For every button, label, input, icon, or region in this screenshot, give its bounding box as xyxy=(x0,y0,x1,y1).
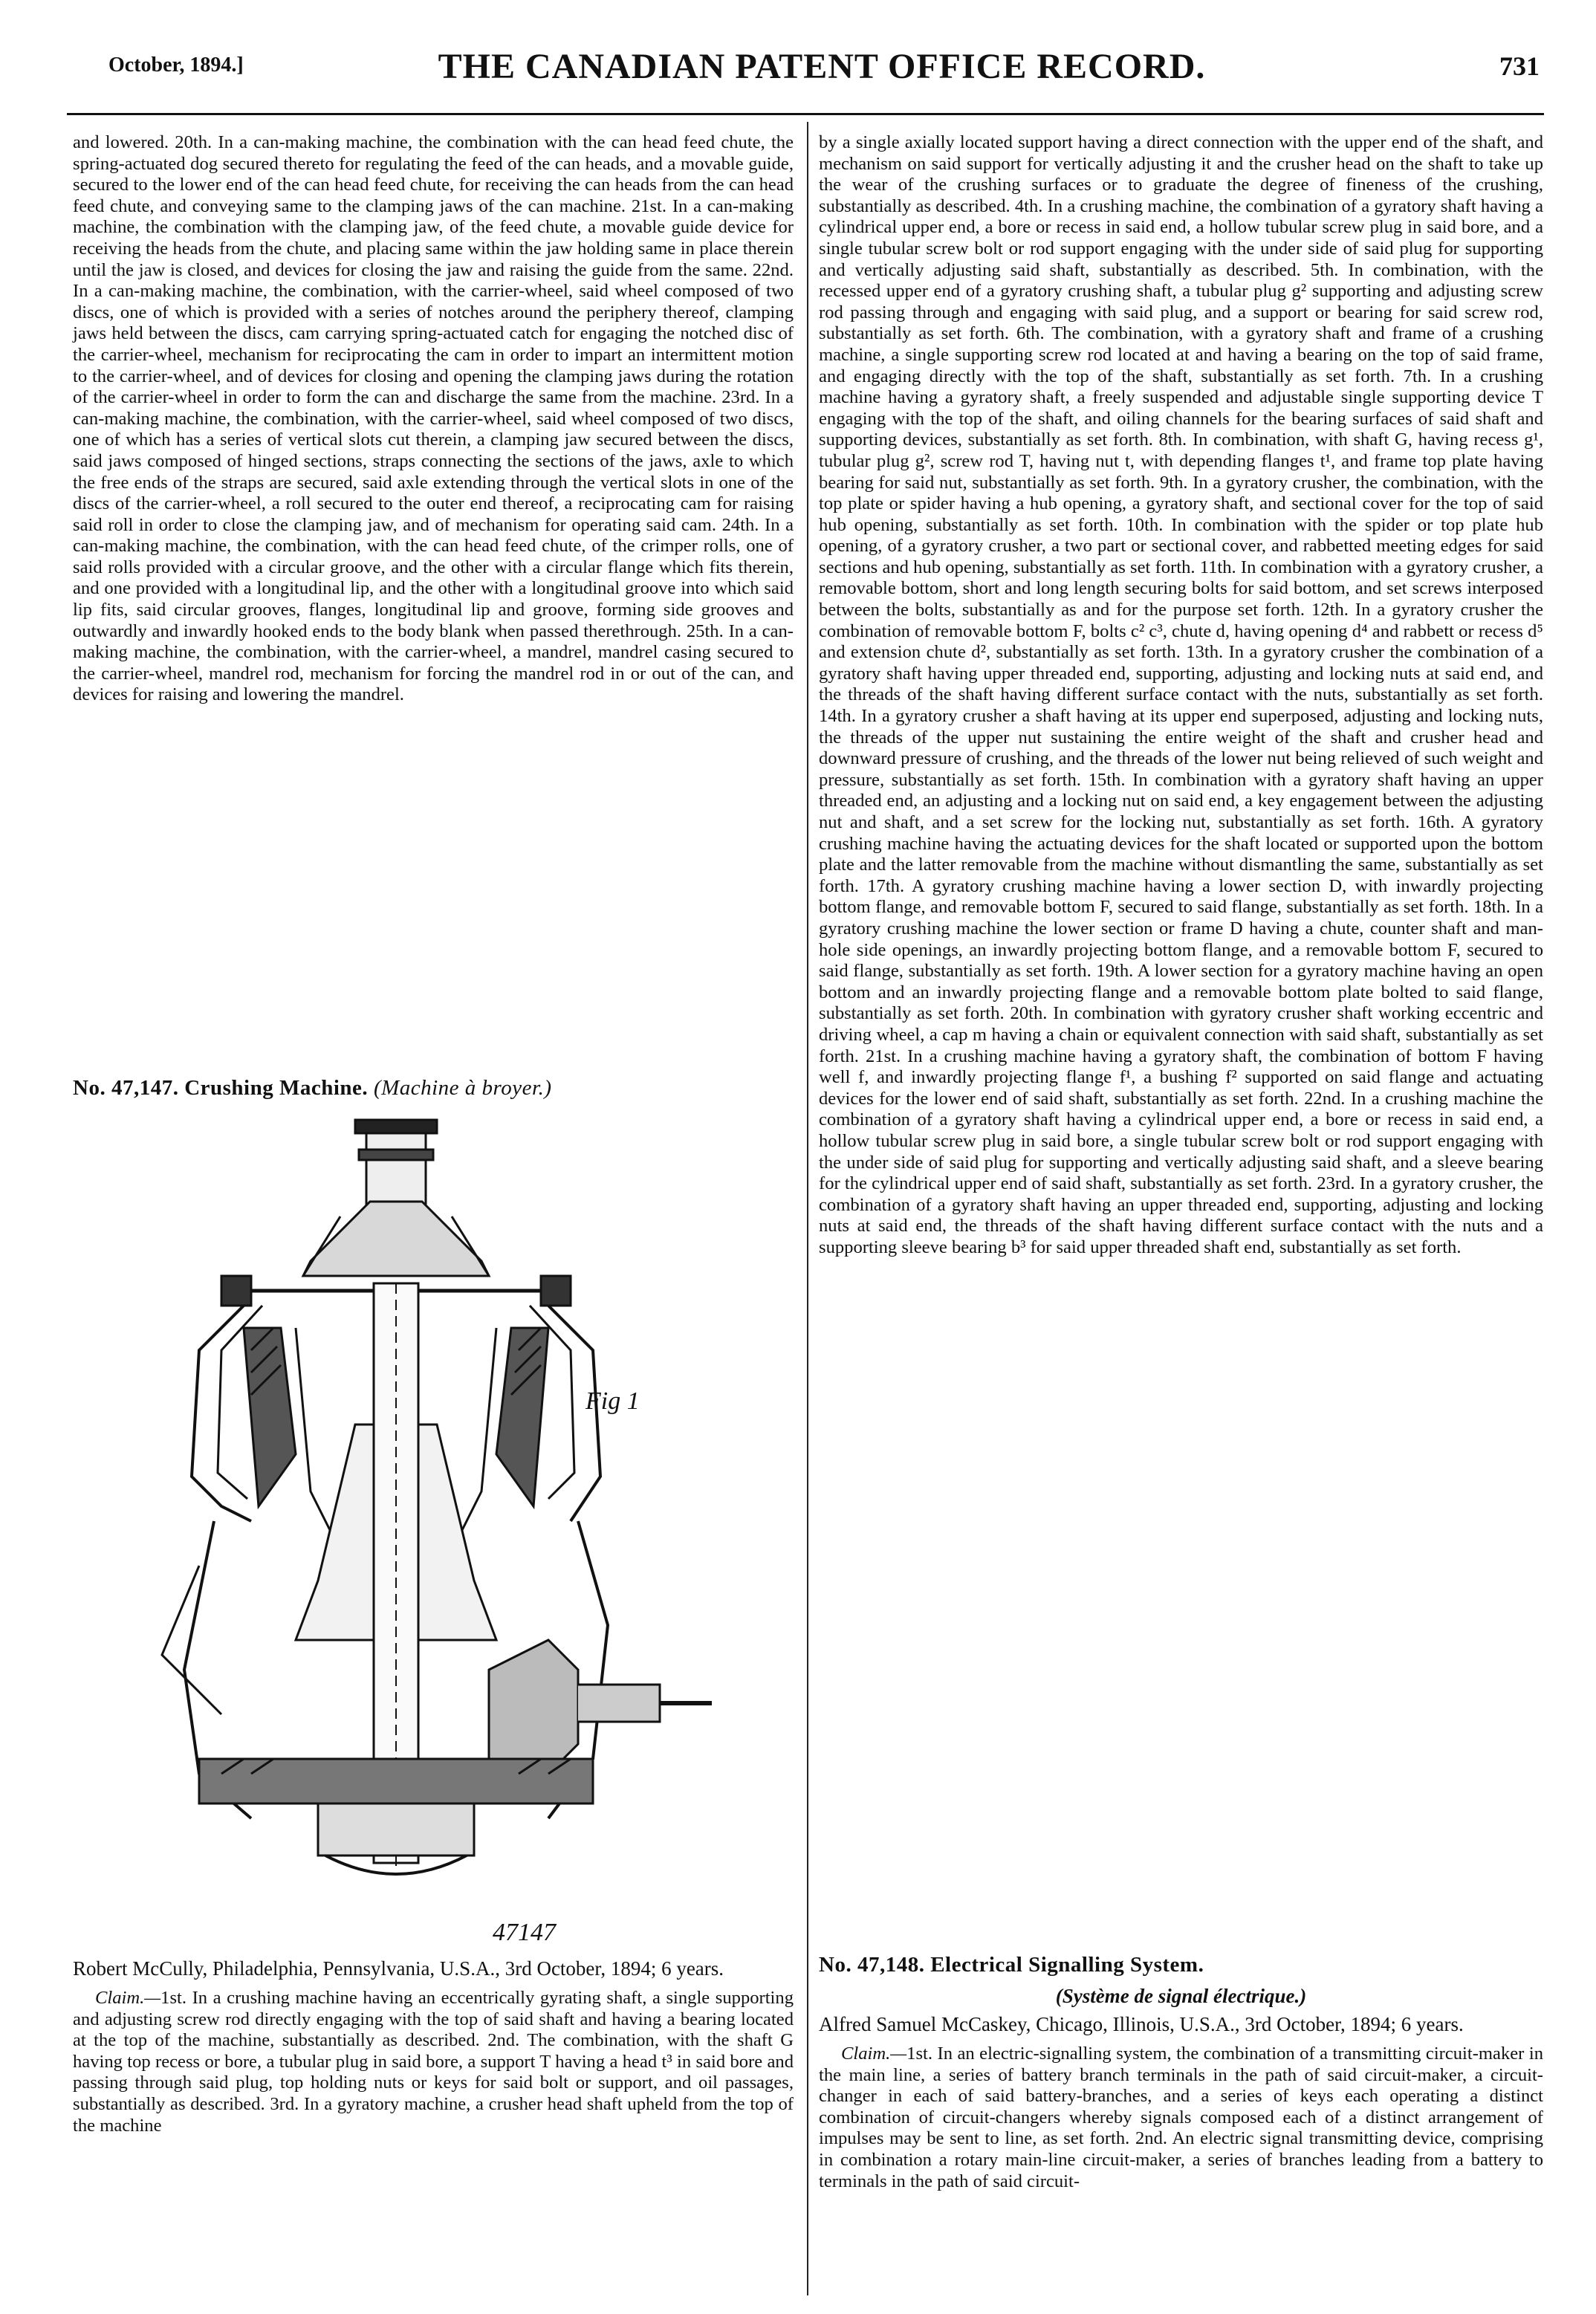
crushing-machine-drawing xyxy=(73,1105,794,1952)
claim-text: 1st. In a crushing machine having an eccentrically gyrating shaft, a single supporting and adjusting screw rod directly engaging with the top of said shaft and having a bearing located at the top of the machine, substantially as described. 2nd. The combination, with the shaft G having top recess or bore, a tubular plug in said bore, a support T having a head t³ in said bore and passing through said plug, top holding nuts or keys for said bolt or support, and oil passages, substantially as described. 3rd. In a gyratory machine, a crusher head shaft upheld from the top of the machine xyxy=(73,1988,794,2136)
right-column xyxy=(819,132,1543,2192)
header-date: October, 1894.] xyxy=(108,54,244,77)
claim-lead: Claim.— xyxy=(841,2044,907,2064)
page-number: 731 xyxy=(1499,51,1540,81)
patent-title: Crushing Machine. xyxy=(184,1076,369,1100)
left-column xyxy=(73,132,794,2136)
inventor-47148: Alfred Samuel McCaskey, Chicago, Illinois, U.S.A., 3rd October, 1894; 6 years. xyxy=(819,2013,1464,2035)
claim-47148 xyxy=(819,2044,1543,2192)
header-rule xyxy=(67,113,1544,115)
figure-number: 47147 xyxy=(493,1919,556,1946)
patent-heading-47148 xyxy=(819,1953,1543,1977)
page-header xyxy=(104,46,1540,91)
patent-title: Electrical Signalling System. xyxy=(930,1953,1204,1977)
claim-text: 1st. In an electric-signalling system, the combination of a transmitting circuit-maker in the main line, a series of battery branch terminals in the path of said circuit-maker, a circuit-changer in each of said battery-branches, and a series of keys each operating a distinct combination of circuit-changers whereby signals composed each of a distinct arrangement of impulses may be sent to line, as set forth. 2nd. An electric signal transmitting device, comprising in combination a rotary main-line circuit-maker, a series of branches leading from a battery to terminals in the path of said circuit- xyxy=(819,2044,1543,2191)
crushing-machine-figure xyxy=(73,1105,794,1952)
figure-label: Fig 1 xyxy=(585,1387,640,1415)
continued-claims-text: and lowered. 20th. In a can-making machine, the combination with the can head feed chute, the spring-actuated dog secured thereto for regulating the feed of the can heads, and a movable guide, secured to the lower end of the can head feed chute, for receiving the can heads from the can head feed chute, and conveying same to the clamping jaws of the can machine. 21st. In a can-making machine, the combination with the clamping jaw, of the feed chute, a movable guide device for receiving the heads from the chute, and placing same within the jaw holding same in place therein until the jaw is closed, and devices for closing the jaw and raising the guide from the same. 22nd. In a can-making machine, the combination, with the carrier-wheel, said wheel composed of two discs, one of which is provided with a series of notches around the periphery thereof, clamping jaws held between the discs, cam carrying spring-actuated catch for engaging the notched disc of the carrier-wheel, mechanism for reciprocating the cam in order to impart an intermittent motion to the carrier-wheel, and of devices for closing and opening the clamping jaws during the rotation of the carrier-wheel in order to form the can and discharge the same from the machine. 23rd. In a can-making machine, the combination, with the carrier-wheel, said wheel composed of two discs, one of which has a series of vertical slots cut therein, a clamping jaw secured between the discs, said jaws composed of hinged sections, straps connecting the sections of the jaws, axle to which the free ends of the straps are secured, said axle extending through the vertical slots in one of the discs of the carrier-wheel, a roll secured to the outer end thereof, a reciprocating cam for raising said roll in order to close the clamping jaw, and of mechanism for operating said cam. 24th. In a can-making machine, the combination, with the can head feed chute, of the crimper rolls, one of said rolls provided with a circular groove, and the other with a circular flange which fits therein, and one provided with a longitudinal lip, and the other with a longitudinal groove into which said lip fits, said circular grooves, flanges, longitudinal lip and groove, forming side grooves and outwardly and inwardly hooked ends to the body blank when passed therethrough. 25th. In a can-making machine, the combination, with the carrier-wheel, a mandrel, mandrel casing secured to the carrier-wheel, mandrel rod, mechanism for forcing the mandrel rod in or out of the can, and devices for raising and lowering the mandrel. xyxy=(73,132,794,705)
patent-number: No. 47,147. xyxy=(73,1076,179,1100)
claim-lead: Claim.— xyxy=(95,1988,161,2008)
header-title: THE CANADIAN PATENT OFFICE RECORD. xyxy=(438,47,1206,86)
column-divider xyxy=(807,122,808,2295)
continued-claims-text: by a single axially located support having a direct connection with the upper end of the shaft, and mechanism on said support for vertically adjusting it and the crusher head on the shaft to take up the wear of the crushing surfaces or to graduate the degree of fineness of the crushing, substantially as described. 4th. In a crushing machine, the combination of a gyratory shaft having a cylindrical upper end, a bore or recess in said end, a hollow tubular screw plug in said bore, and a single tubular screw bolt or rod support engaging with the under side of said plug for supporting and vertically adjusting said shaft, substantially as described. 5th. In combination, with the recessed upper end of a gyratory crushing shaft, a tubular plug g² supporting and adjusting screw rod passing through and engaging with said plug, and a support or bearing for said screw rod, substantially as set forth. 6th. The combination, with a gyratory shaft and frame of a crushing machine, a single supporting screw rod located at and having a bearing on the top of said frame, and engaging directly with the top of the shaft, substantially as set forth. 7th. In a crushing machine having a gyratory shaft, a freely suspended and adjustable single supporting device T engaging with the top of the shaft, and oiling channels for the bearing surfaces of said shaft and supporting devices, substantially as set forth. 8th. In combination, with shaft G, having recess g¹, tubular plug g², screw rod T, having nut t, with depending flanges t¹, and frame top plate having bearing for said nut, substantially as set forth. 9th. In a gyratory crusher, the combination, with the top plate or spider having a hub opening, a gyratory shaft, and sectional cover for the top of said hub opening, substantially as set forth. 10th. In combination with the spider or top plate hub opening, of a gyratory crusher, a two part or sectional cover, and rabbetted meeting edges for said sections and hub opening, substantially as set forth. 11th. In combination with a gyratory crusher, a removable bottom, short and long length securing bolts for said bottom, and set screws interposed between the bolts, substantially as and for the purpose set forth. 12th. In a gyratory crusher the combination of removable bottom F, bolts c² c³, chute d, having opening d⁴ and rabbett or recess d⁵ and extension chute d², substantially as set forth. 13th. In a gyratory crusher the combination of a gyratory shaft having upper threaded end, supporting, adjusting and locking nuts at said end, and the threads of the shaft having different surface contact with the nuts, substantially as set forth. 14th. In a gyratory crusher a shaft having at its upper end superposed, adjusting and locking nuts, the threads of the upper nut sustaining the entire weight of the shaft and crusher head and downward pressure of crushing, and the threads of the lower nut being relieved of such weight and pressure, substantially as set forth. 15th. In combination with a gyratory shaft having an upper threaded end, an adjusting and a locking nut on said end, a key engagement between the adjusting nut and shaft, and a set screw for the locking nut, substantially as set forth. 16th. A gyratory crushing machine having the actuating devices for the shaft located or supported upon the bottom plate and the latter removable from the machine without dismantling the same, substantially as set forth. 17th. A gyratory crushing machine having a lower section D, with inwardly projecting bottom flange, and removable bottom F, secured to said flange, substantially as set forth. 18th. In a gyratory crushing machine the lower section or frame D having a chute, counter shaft and man-hole side openings, an inwardly projecting bottom flange, and a removable bottom F, secured to said flange, substantially as set forth. 19th. A lower section for a gyratory machine having an open bottom and an inwardly projecting flange and a removable bottom plate bolted to said flange, substantially as set forth. 20th. In combination with gyratory crusher shaft working eccentric and driving wheel, a cap m having a chain or equivalent connection with said shaft, substantially as set forth. 21st. In a crushing machine having a gyratory shaft, the combination of bottom F having well f, and inwardly projecting flange f¹, a bushing f² supported on said flange and actuating devices for the lower end of said shaft, substantially as set forth. 22nd. In a crushing machine the combination of a gyratory shaft having a cylindrical upper end, a bore or recess in said end, a hollow tubular screw plug in said bore, a single tubular screw bolt or rod support engaging with the under side of said plug for supporting and vertically adjusting said shaft, and a sleeve bearing for the cylindrical upper end of said shaft, substantially as set forth. 23rd. In a gyratory crusher, the combination of a gyratory shaft having an upper threaded end, supporting, adjusting and locking nuts at said end, the threads of the shaft having different surface contact with the nuts and a supporting sleeve bearing b³ for said upper threaded shaft end, substantially as set forth. xyxy=(819,132,1543,1257)
patent-title-french: (Système de signal électrique.) xyxy=(1055,1985,1307,2007)
claim-47147 xyxy=(73,1988,794,2136)
inventor-47147: Robert McCully, Philadelphia, Pennsylvania, U.S.A., 3rd October, 1894; 6 years. xyxy=(73,1957,724,1980)
patent-number: No. 47,148. xyxy=(819,1953,925,1977)
patent-title-french: (Machine à broyer.) xyxy=(373,1076,552,1100)
patent-heading-47147 xyxy=(73,1076,794,1101)
